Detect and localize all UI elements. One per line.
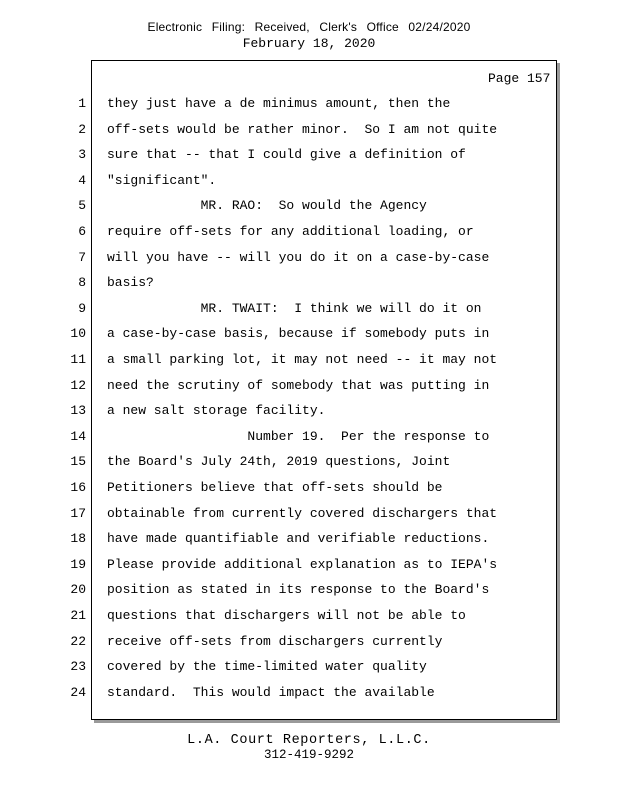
transcript-line-text: MR. TWAIT: I think we will do it on bbox=[107, 301, 482, 316]
transcript-line-text: obtainable from currently covered dischargers that bbox=[107, 506, 498, 521]
transcript-line-text: they just have a de minimus amount, then the bbox=[107, 96, 451, 111]
transcript-line-text: MR. RAO: So would the Agency bbox=[107, 198, 427, 213]
line-number: 7 bbox=[78, 250, 86, 265]
line-number: 9 bbox=[78, 301, 86, 316]
line-number: 23 bbox=[70, 659, 86, 674]
transcript-line-text: Number 19. Per the response to bbox=[107, 429, 490, 444]
transcript-line-text: standard. This would impact the available bbox=[107, 685, 435, 700]
line-number: 14 bbox=[70, 429, 86, 444]
transcript-line-text: require off-sets for any additional loading, or bbox=[107, 224, 474, 239]
transcript-line-text: sure that -- that I could give a definition of bbox=[107, 147, 466, 162]
transcript-line-text: off-sets would be rather minor. So I am not quite bbox=[107, 122, 498, 137]
transcript-date: February 18, 2020 bbox=[242, 36, 376, 51]
transcript-line-text: position as stated in its response to the Board's bbox=[107, 582, 490, 597]
line-number: 20 bbox=[70, 582, 86, 597]
transcript-line-text: covered by the time-limited water quality bbox=[107, 659, 427, 674]
transcript-line-text: need the scrutiny of somebody that was putting in bbox=[107, 378, 490, 393]
line-number: 17 bbox=[70, 506, 86, 521]
transcript-line-text: "significant". bbox=[107, 173, 217, 188]
transcript-line-text: receive off-sets from dischargers currently bbox=[107, 634, 443, 649]
transcript-line-text: Please provide additional explanation as to IEPA's bbox=[107, 557, 498, 572]
reporter-company: L.A. Court Reporters, L.L.C. bbox=[187, 733, 431, 748]
line-number: 6 bbox=[78, 224, 86, 239]
transcript-line-text: a small parking lot, it may not need -- it may not bbox=[107, 352, 498, 367]
page-number: Page 157 bbox=[488, 71, 551, 86]
line-number: 13 bbox=[70, 403, 86, 418]
line-number: 1 bbox=[78, 96, 86, 111]
transcript-line-text: questions that dischargers will not be able to bbox=[107, 608, 466, 623]
transcript-line-text: a new salt storage facility. bbox=[107, 403, 326, 418]
line-number: 24 bbox=[70, 685, 86, 700]
line-number: 8 bbox=[78, 275, 86, 290]
line-number: 4 bbox=[78, 173, 86, 188]
filing-stamp: Electronic Filing: Received, Clerk's Office 02/24/2020 bbox=[147, 20, 471, 34]
line-number: 19 bbox=[70, 557, 86, 572]
transcript-line-text: will you have -- will you do it on a case-by-case bbox=[107, 250, 490, 265]
line-number: 11 bbox=[70, 352, 86, 367]
transcript-line-text: basis? bbox=[107, 275, 154, 290]
line-number: 3 bbox=[78, 147, 86, 162]
reporter-phone: 312-419-9292 bbox=[263, 748, 354, 762]
line-number: 10 bbox=[70, 326, 86, 341]
line-number: 12 bbox=[70, 378, 86, 393]
line-number: 15 bbox=[70, 454, 86, 469]
line-number: 16 bbox=[70, 480, 86, 495]
line-number: 18 bbox=[70, 531, 86, 546]
line-number: 22 bbox=[70, 634, 86, 649]
line-number: 21 bbox=[70, 608, 86, 623]
line-number: 2 bbox=[78, 122, 86, 137]
transcript-line-text: the Board's July 24th, 2019 questions, Joint bbox=[107, 454, 451, 469]
line-number: 5 bbox=[78, 198, 86, 213]
transcript-line-text: a case-by-case basis, because if somebody puts in bbox=[107, 326, 490, 341]
transcript-line-text: have made quantifiable and verifiable reductions. bbox=[107, 531, 490, 546]
transcript-line-text: Petitioners believe that off-sets should be bbox=[107, 480, 443, 495]
